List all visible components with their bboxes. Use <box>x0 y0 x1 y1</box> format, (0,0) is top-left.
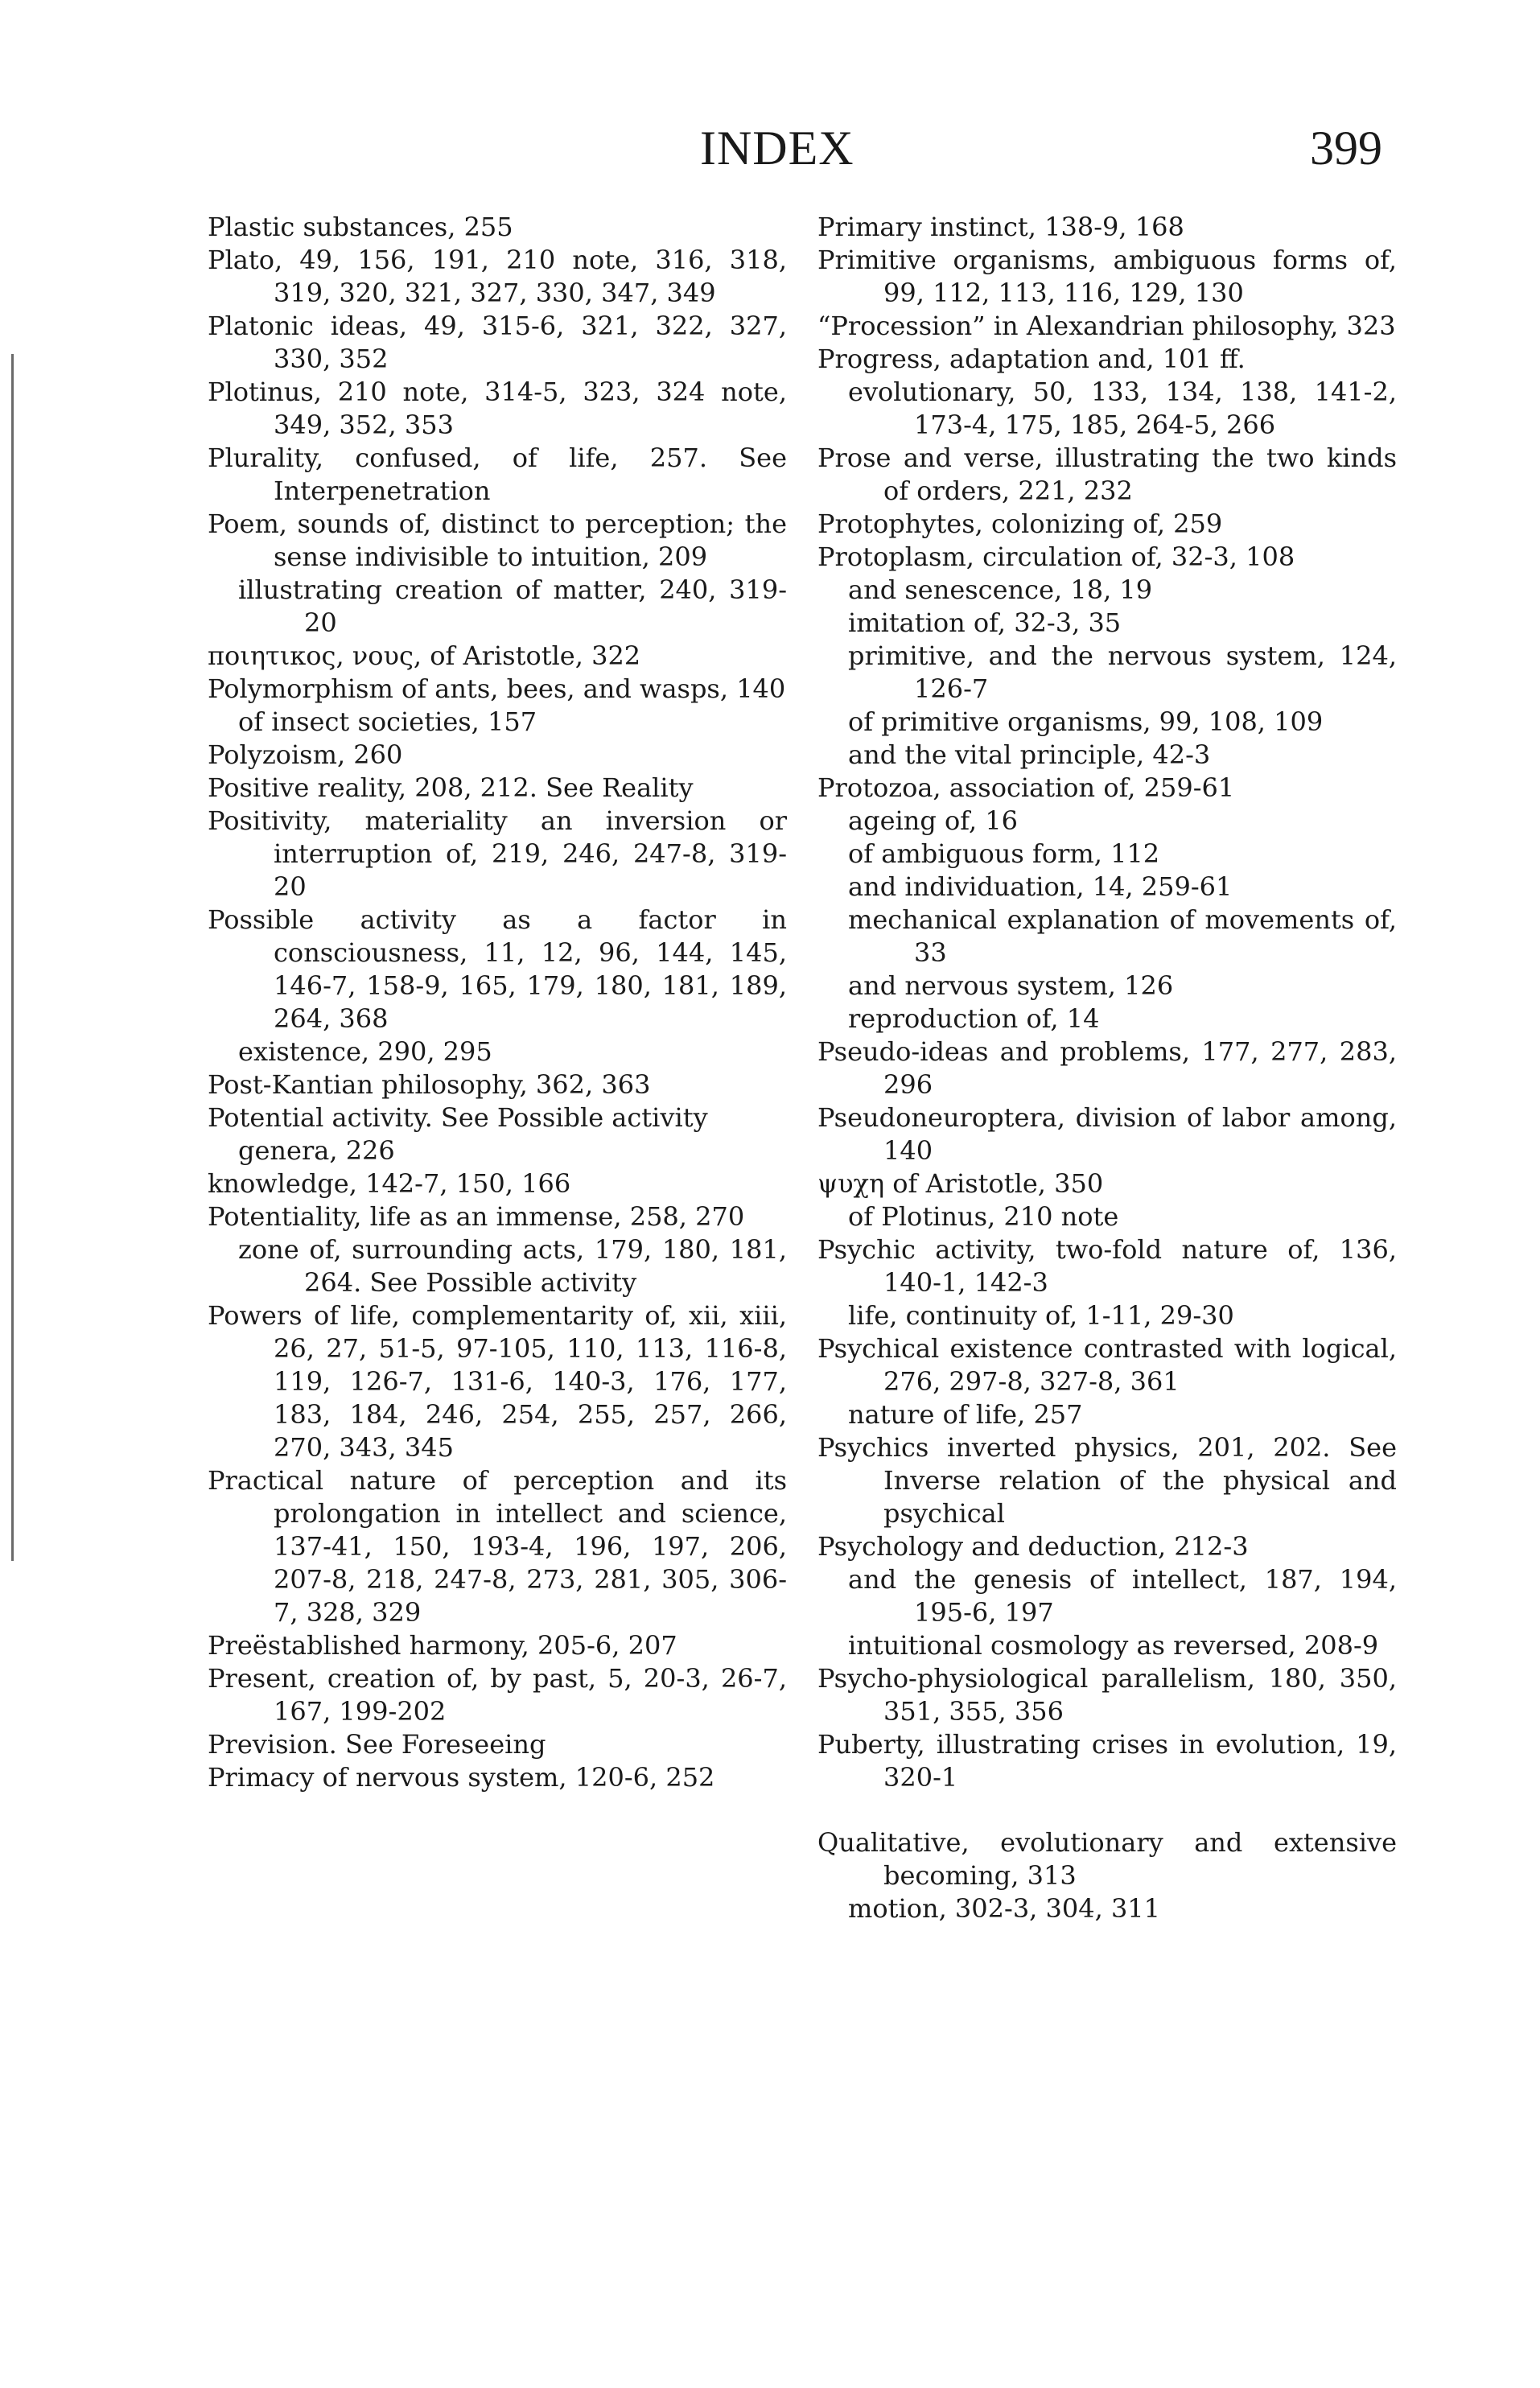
index-entry: Possible activity as a factor in consciousness, 11, 12, 96, 144, 145, 146-7, 158-9, 165, 179, 180, 181, 189, 264, 368 <box>208 904 787 1034</box>
index-subentry: of Plotinus, 210 note <box>848 1201 1119 1232</box>
index-entry: Primacy of nervous system, 120-6, 252 <box>208 1762 715 1793</box>
index-entry: Psychics inverted physics, 201, 202. See Inverse relation of the physical and psychical <box>817 1432 1397 1529</box>
index-subentry: primitive, and the nervous system, 124, 126-7 <box>848 640 1397 704</box>
index-column-right <box>817 211 1397 1925</box>
index-entry: Positivity, materiality an inversion or interruption of, 219, 246, 247-8, 319-20 <box>208 805 787 902</box>
index-subentry: and nervous system, 126 <box>848 970 1174 1001</box>
index-subentry: nature of life, 257 <box>848 1399 1083 1430</box>
index-entry: Psychic activity, two-fold nature of, 136, 140-1, 142-3 <box>817 1234 1397 1298</box>
index-subentry: zone of, surrounding acts, 179, 180, 181, 264. See Possible activity <box>238 1234 787 1298</box>
index-entry: Plotinus, 210 note, 314-5, 323, 324 note, 349, 352, 353 <box>208 377 787 440</box>
index-entry: Potential activity. See Possible activity <box>208 1102 708 1133</box>
index-entry: ποιητικος, νους, of Aristotle, 322 <box>208 640 641 671</box>
index-entry: Prose and verse, illustrating the two kinds of orders, 221, 232 <box>817 443 1397 506</box>
index-entry: “Procession” in Alexandrian philosophy, 323 <box>817 311 1396 341</box>
index-subentry: existence, 290, 295 <box>238 1036 492 1067</box>
index-entry: Practical nature of perception and its prolongation in intellect and science, 137-41, 150, 193-4, 196, 197, 206, 207-8, 218, 247-8, 273, 281, 305, 306-7, 328, 329 <box>208 1465 787 1628</box>
index-entry: Pseudoneuroptera, division of labor among, 140 <box>817 1102 1397 1166</box>
index-entry: knowledge, 142-7, 150, 166 <box>208 1168 571 1199</box>
index-entry: Protoplasm, circulation of, 32-3, 108 <box>817 541 1295 572</box>
index-subentry: of insect societies, 157 <box>238 706 537 737</box>
index-entry: Powers of life, complementarity of, xii, xiii, 26, 27, 51-5, 97-105, 110, 113, 116-8, 119, 126-7, 131-6, 140-3, 176, 177, 183, 184, 246, 254, 255, 257, 266, 270, 343, 345 <box>208 1300 787 1463</box>
index-subentry: imitation of, 32-3, 35 <box>848 607 1122 638</box>
index-subentry: genera, 226 <box>238 1135 395 1166</box>
index-subentry: and the vital principle, 42-3 <box>848 739 1211 770</box>
index-subentry: and the genesis of intellect, 187, 194, 195-6, 197 <box>848 1564 1397 1628</box>
index-entry: Plastic substances, 255 <box>208 212 513 242</box>
index-subentry: and senescence, 18, 19 <box>848 574 1153 605</box>
index-entry: ψυχη of Aristotle, 350 <box>817 1168 1104 1199</box>
index-entry: Psychology and deduction, 212-3 <box>817 1531 1249 1562</box>
index-column-left <box>208 211 787 1794</box>
index-entry: Psycho-physiological parallelism, 180, 350, 351, 355, 356 <box>817 1663 1397 1727</box>
index-subentry: ageing of, 16 <box>848 805 1019 836</box>
index-subentry: mechanical explanation of movements of, 33 <box>848 904 1397 968</box>
index-entry: Qualitative, evolutionary and extensive becoming, 313 <box>817 1827 1397 1891</box>
running-title: INDEX <box>700 121 854 175</box>
index-subentry: motion, 302-3, 304, 311 <box>848 1893 1161 1924</box>
index-entry: Primitive organisms, ambiguous forms of, 99, 112, 113, 116, 129, 130 <box>817 245 1397 308</box>
index-entry: Pseudo-ideas and problems, 177, 277, 283, 296 <box>817 1036 1397 1100</box>
index-entry: Post-Kantian philosophy, 362, 363 <box>208 1069 651 1100</box>
page-header <box>0 121 1540 177</box>
index-entry: Preëstablished harmony, 205-6, 207 <box>208 1630 677 1661</box>
index-subentry: illustrating creation of matter, 240, 319-20 <box>238 574 787 638</box>
index-entry: Plato, 49, 156, 191, 210 note, 316, 318, 319, 320, 321, 327, 330, 347, 349 <box>208 245 787 308</box>
index-entry: Positive reality, 208, 212. See Reality <box>208 772 694 803</box>
index-entry: Potentiality, life as an immense, 258, 270 <box>208 1201 745 1232</box>
index-entry: Polyzoism, 260 <box>208 739 403 770</box>
index-entry: Protophytes, colonizing of, 259 <box>817 508 1223 539</box>
index-entry: Polymorphism of ants, bees, and wasps, 140 <box>208 673 786 704</box>
index-subentry: intuitional cosmology as reversed, 208-9 <box>848 1630 1379 1661</box>
scan-edge-line <box>11 354 14 1561</box>
index-entry: Platonic ideas, 49, 315-6, 321, 322, 327, 330, 352 <box>208 311 787 374</box>
index-subentry: evolutionary, 50, 133, 134, 138, 141-2, 173-4, 175, 185, 264-5, 266 <box>848 377 1397 440</box>
index-subentry: of ambiguous form, 112 <box>848 838 1160 869</box>
index-entry: Primary instinct, 138-9, 168 <box>817 212 1184 242</box>
index-entry: Puberty, illustrating crises in evolution, 19, 320-1 <box>817 1729 1397 1793</box>
page-number: 399 <box>1310 121 1382 175</box>
index-subentry: of primitive organisms, 99, 108, 109 <box>848 706 1324 737</box>
index-entry: Plurality, confused, of life, 257. See Interpenetration <box>208 443 787 506</box>
index-entry: Present, creation of, by past, 5, 20-3, 26-7, 167, 199-202 <box>208 1663 787 1727</box>
index-entry: Psychical existence contrasted with logical, 276, 297-8, 327-8, 361 <box>817 1333 1397 1397</box>
index-subentry: life, continuity of, 1-11, 29-30 <box>848 1300 1234 1331</box>
index-subentry: reproduction of, 14 <box>848 1003 1100 1034</box>
index-entry: Prevision. See Foreseeing <box>208 1729 546 1760</box>
index-entry: Protozoa, association of, 259-61 <box>817 772 1235 803</box>
index-subentry: and individuation, 14, 259-61 <box>848 871 1233 902</box>
index-entry: Progress, adaptation and, 101 ff. <box>817 344 1246 374</box>
index-entry: Poem, sounds of, distinct to perception; the sense indivisible to intuition, 209 <box>208 508 787 572</box>
